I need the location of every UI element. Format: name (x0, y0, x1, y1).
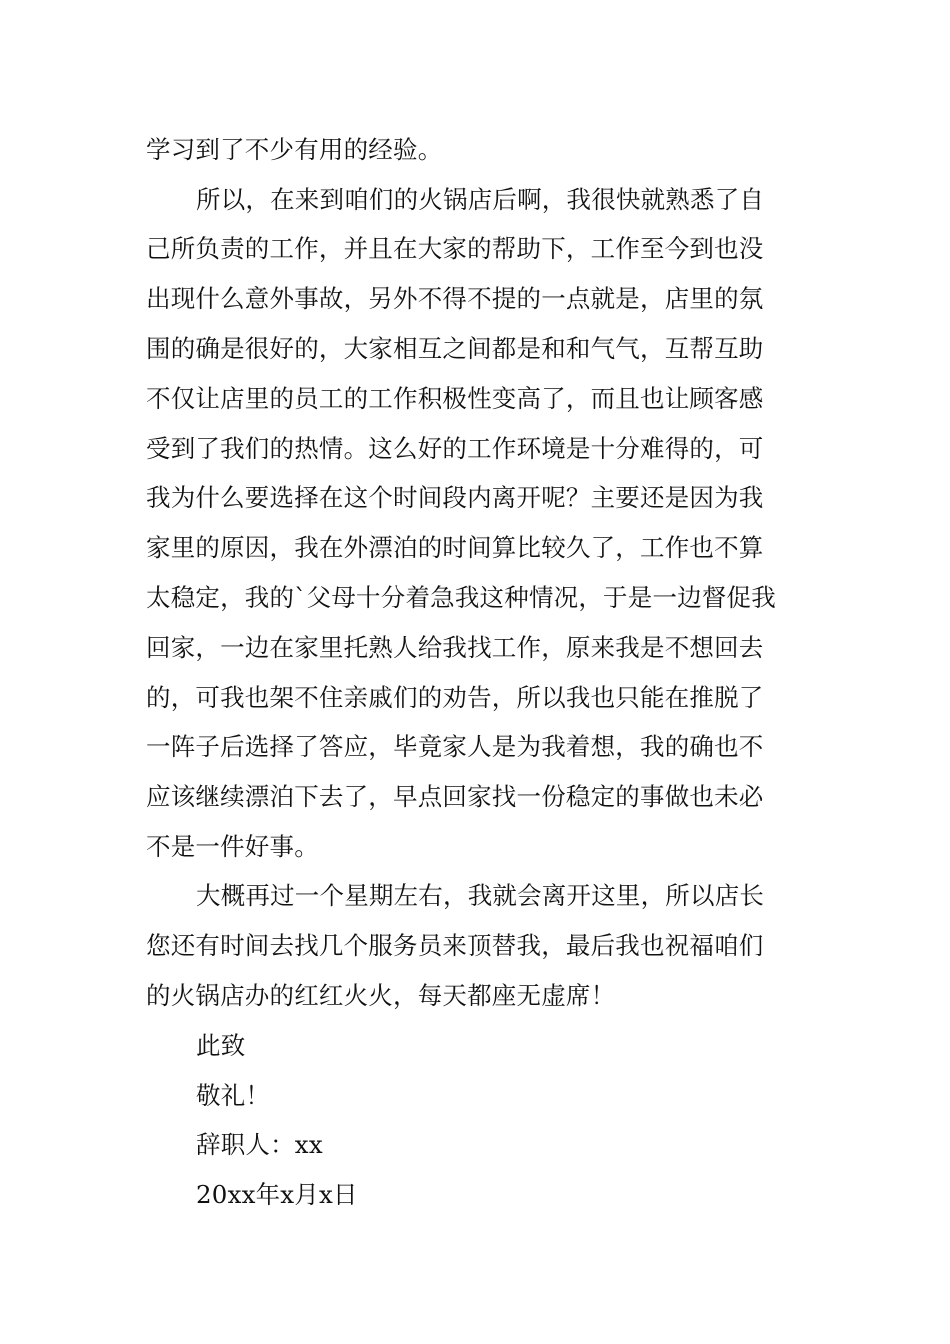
signature-line: 辞职人：xx (196, 1130, 323, 1159)
body-text-line: 受到了我们的热情。这么好的工作环境是十分难得的，可 (146, 434, 764, 463)
body-text-line: 回家，一边在家里托熟人给我找工作，原来我是不想回去 (146, 633, 764, 662)
body-text-line: 的火锅店办的红红火火，每天都座无虚席！ (146, 981, 616, 1010)
body-text-line: 应该继续漂泊下去了，早点回家找一份稳定的事做也未必 (146, 782, 764, 811)
body-text-line: 不仅让店里的员工的工作积极性变高了，而且也让顾客感 (146, 384, 764, 413)
closing-salute: 敬礼！ (196, 1081, 271, 1110)
paragraph-start-line: 所以，在来到咱们的火锅店后啊，我很快就熟悉了自 (196, 185, 765, 214)
body-text-line: 太稳定，我的`父母十分着急我这种情况，于是一边督促我 (146, 583, 776, 612)
body-text-line: 一阵子后选择了答应，毕竟家人是为我着想，我的确也不 (146, 732, 764, 761)
closing-greeting: 此致 (196, 1031, 246, 1060)
body-text-line: 您还有时间去找几个服务员来顶替我，最后我也祝福咱们 (146, 931, 764, 960)
date-line: 20xx年x月x日 (196, 1180, 358, 1209)
body-text-line: 不是一件好事。 (146, 832, 319, 861)
body-text-line: 我为什么要选择在这个时间段内离开呢？主要还是因为我 (146, 483, 764, 512)
body-text-line: 的，可我也架不住亲戚们的劝告，所以我也只能在推脱了 (146, 683, 764, 712)
body-text-line: 学习到了不少有用的经验。 (146, 135, 443, 164)
body-text-line: 己所负责的工作，并且在大家的帮助下，工作至今到也没 (146, 234, 764, 263)
body-text-line: 出现什么意外事故，另外不得不提的一点就是，店里的氛 (146, 284, 764, 313)
paragraph-start-line: 大概再过一个星期左右，我就会离开这里，所以店长 (196, 881, 765, 910)
body-text-line: 围的确是很好的，大家相互之间都是和和气气，互帮互助 (146, 334, 764, 363)
body-text-line: 家里的原因，我在外漂泊的时间算比较久了，工作也不算 (146, 533, 764, 562)
